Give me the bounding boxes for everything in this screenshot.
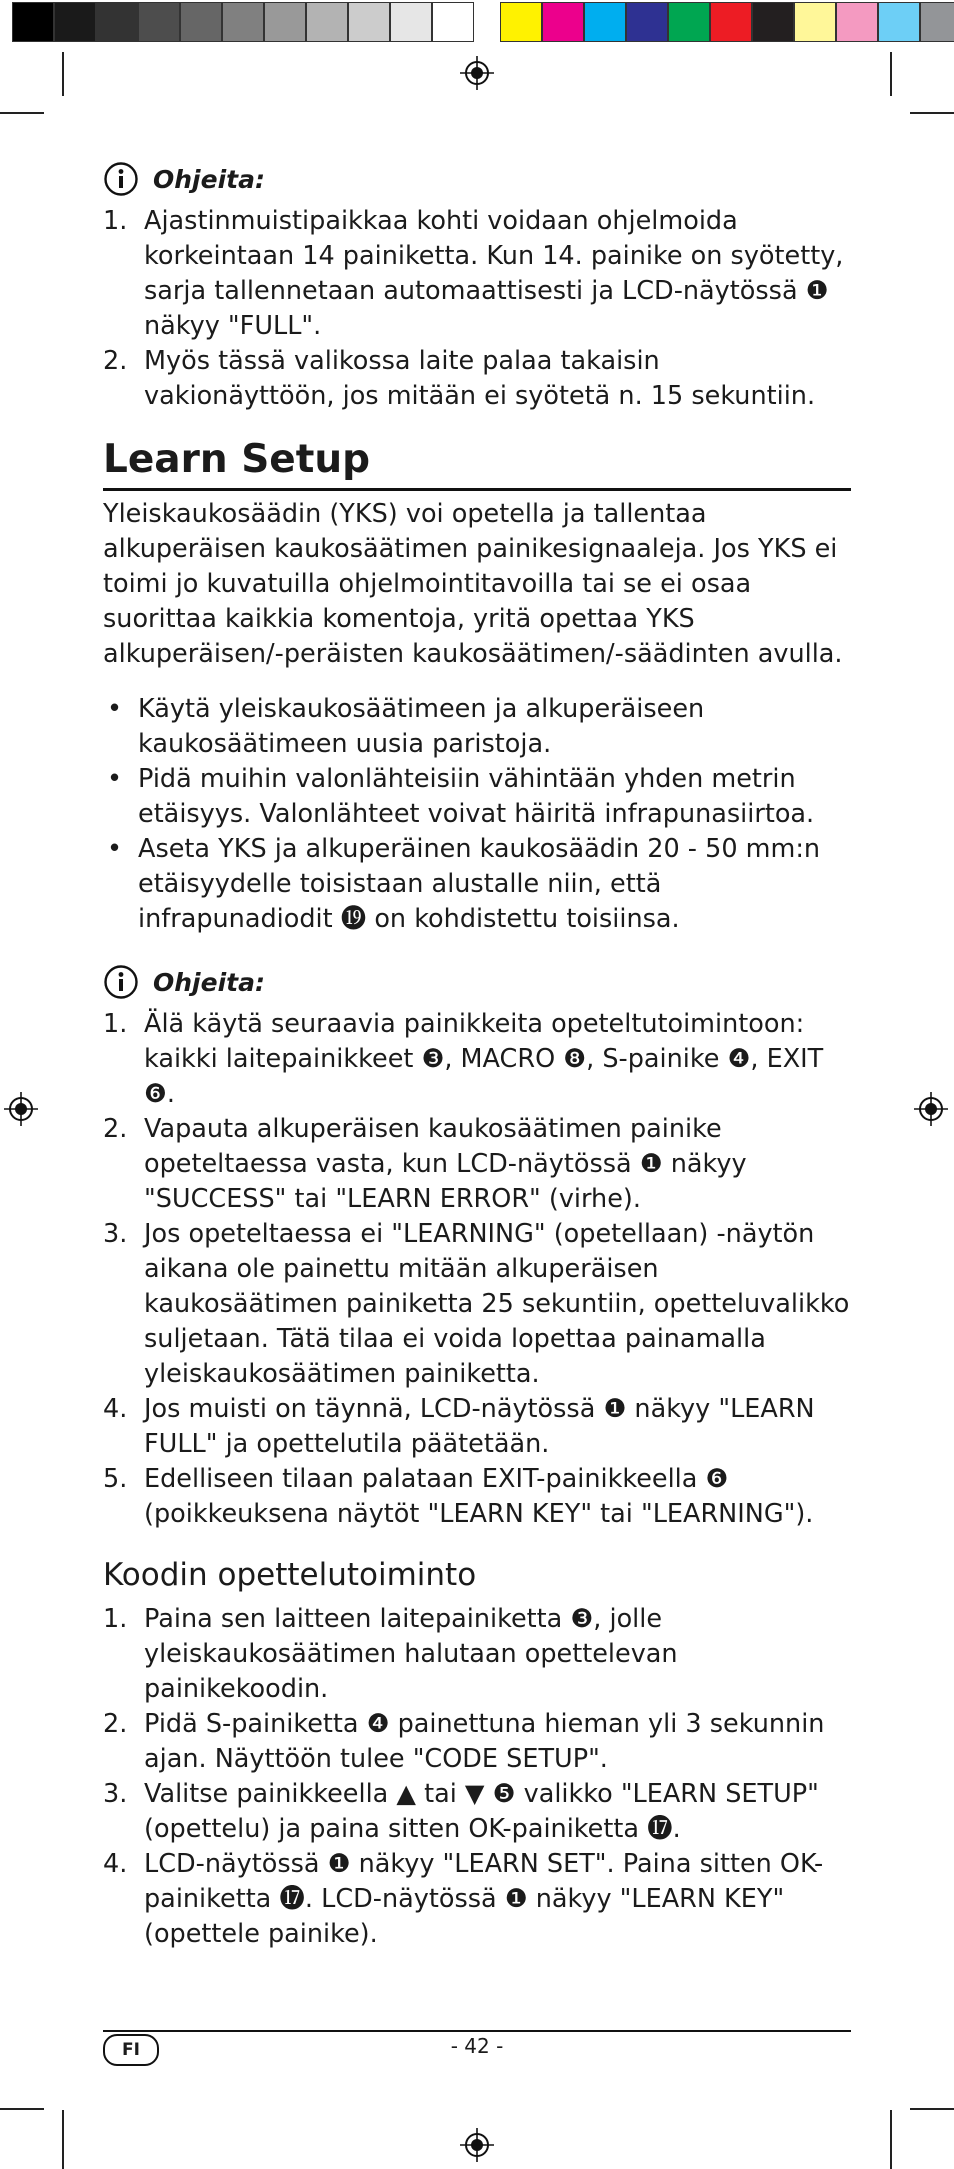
crop-mark xyxy=(0,112,44,114)
color-swatch xyxy=(920,2,954,42)
section-title: Learn Setup xyxy=(103,436,851,491)
color-swatch xyxy=(96,2,138,42)
color-swatch xyxy=(306,2,348,42)
list-item xyxy=(103,1462,851,1532)
info-icon xyxy=(103,161,139,197)
item-text: Vapauta alkuperäisen kaukosäätimen painike opeteltaessa vasta, kun LCD-näytössä ❶ näkyy "SUCCESS" tai "LEARN ERROR" (virhe). xyxy=(144,1114,747,1214)
color-swatch xyxy=(180,2,222,42)
registration-mark-icon xyxy=(460,56,494,90)
list-item xyxy=(103,1392,851,1462)
item-text: Ajastinmuistipaikkaa kohti voidaan ohjelmoida korkeintaan 14 painiketta. Kun 14. painike on syötetty, sarja tallennetaan automaattisesti ja LCD-näytössä ❶ näkyy "FULL". xyxy=(144,206,844,341)
list-item xyxy=(103,1707,851,1777)
item-text: Myös tässä valikossa laite palaa takaisin vakionäyttöön, jos mitään ei syötetä n. 15 sekuntiin. xyxy=(144,346,816,411)
color-swatch xyxy=(584,2,626,42)
color-swatch xyxy=(878,2,920,42)
color-swatch xyxy=(264,2,306,42)
color-swatch xyxy=(500,2,542,42)
registration-mark-icon xyxy=(4,1092,38,1126)
registration-mark-icon xyxy=(914,1092,948,1126)
item-text: Älä käytä seuraavia painikkeita opeteltutoimintoon: kaikki laitepainikkeet ❸, MACRO ❽, S-painike ❹, EXIT ❻. xyxy=(144,1009,824,1109)
color-swatch xyxy=(138,2,180,42)
item-text: Paina sen laitteen laitepainiketta ❸, jolle yleiskaukosäätimen halutaan opettelevan painikekoodin. xyxy=(144,1604,678,1704)
item-text: Aseta YKS ja alkuperäinen kaukosäädin 20 - 50 mm:n etäisyydelle toisistaan alustalle niin, että infrapunadiodit ⓳ on kohdistettu toisiinsa. xyxy=(138,834,821,934)
list-item xyxy=(103,344,851,414)
list-item xyxy=(103,762,851,832)
item-number: 3. xyxy=(103,1779,128,1809)
item-number: 2. xyxy=(103,346,128,376)
color-swatch xyxy=(390,2,432,42)
item-number: 2. xyxy=(103,1709,128,1739)
crop-mark xyxy=(0,2108,44,2110)
list-item xyxy=(103,832,851,937)
color-swatch xyxy=(54,2,96,42)
list-item xyxy=(103,204,851,344)
color-swatch xyxy=(836,2,878,42)
item-text: Käytä yleiskaukosäätimeen ja alkuperäiseen kaukosäätimeen uusia paristoja. xyxy=(138,694,705,759)
color-swatch xyxy=(542,2,584,42)
note-heading xyxy=(103,957,851,1007)
item-number: 1. xyxy=(103,1009,128,1039)
item-text: Jos opeteltaessa ei "LEARNING" (opetellaan) -näytön aikana ole painettu mitään alkuperäisen kaukosäätimen painiketta 25 sekuntiin, opetteluvalikko suljetaan. Tätä tilaa ei voida lopettaa painamalla yleiskaukosäätimen painiketta. xyxy=(144,1219,850,1389)
note-label: Ohjeita: xyxy=(153,164,265,194)
page-content xyxy=(103,150,851,1952)
list-item xyxy=(103,1602,851,1707)
crop-mark xyxy=(890,52,892,96)
language-badge: FI xyxy=(103,2034,159,2066)
list-item xyxy=(103,1112,851,1217)
steps-list xyxy=(103,1602,851,1952)
color-swatch xyxy=(12,2,54,42)
item-number: 1. xyxy=(103,1604,128,1634)
item-number: 1. xyxy=(103,206,128,236)
item-number: 5. xyxy=(103,1464,128,1494)
bullet: • xyxy=(107,764,123,794)
intro-paragraph: Yleiskaukosäädin (YKS) voi opetella ja tallentaa alkuperäisen kaukosäätimen painikesignaaleja. Jos YKS ei toimi jo kuvatuilla ohjelmointitavoilla tai se ei osaa suorittaa kaikkia komentoja, yritä opettaa YKS alkuperäisen/-peräisten kaukosäätimen/-säädinten avulla. xyxy=(103,499,843,669)
item-number: 4. xyxy=(103,1849,128,1879)
list-item xyxy=(103,1007,851,1112)
subsection-title: Koodin opettelutoiminto xyxy=(103,1557,477,1593)
item-text: LCD-näytössä ❶ näkyy "LEARN SET". Paina sitten OK-painiketta ⓱. LCD-näytössä ❶ näkyy "LEARN KEY" (opettele painike). xyxy=(144,1849,824,1949)
item-text: Pidä S-painiketta ❹ painettuna hieman yli 3 sekunnin ajan. Näyttöön tulee "CODE SETUP". xyxy=(144,1709,825,1774)
registration-mark-icon xyxy=(460,2128,494,2162)
footer-rule xyxy=(103,2030,851,2032)
item-number: 2. xyxy=(103,1114,128,1144)
list-item xyxy=(103,692,851,762)
crop-mark xyxy=(910,112,954,114)
bullet-list xyxy=(103,692,851,937)
item-number: 4. xyxy=(103,1394,128,1424)
crop-mark xyxy=(910,2108,954,2110)
crop-mark xyxy=(62,2110,64,2169)
list-item xyxy=(103,1847,851,1952)
color-swatch xyxy=(752,2,794,42)
swatch-gap xyxy=(474,2,500,42)
crop-mark xyxy=(62,52,64,96)
item-number: 3. xyxy=(103,1219,128,1249)
crop-mark xyxy=(890,2110,892,2169)
color-calibration-bar xyxy=(12,2,954,42)
note-label: Ohjeita: xyxy=(153,967,265,997)
note-list xyxy=(103,204,851,414)
info-icon xyxy=(103,964,139,1000)
item-text: Jos muisti on täynnä, LCD-näytössä ❶ näkyy "LEARN FULL" ja opettelutila päätetään. xyxy=(144,1394,815,1459)
color-swatch xyxy=(794,2,836,42)
bullet: • xyxy=(107,694,123,724)
item-text: Pidä muihin valonlähteisiin vähintään yhden metrin etäisyys. Valonlähteet voivat häiritä infrapunasiirtoa. xyxy=(138,764,815,829)
item-text: Valitse painikkeella ▲ tai ▼ ❺ valikko "LEARN SETUP" (opettelu) ja paina sitten OK-painiketta ⓱. xyxy=(144,1779,819,1844)
color-swatch xyxy=(432,2,474,42)
item-text: Edelliseen tilaan palataan EXIT-painikkeella ❻ (poikkeuksena näytöt "LEARN KEY" tai "LEARNING"). xyxy=(144,1464,814,1529)
note-heading xyxy=(103,154,851,204)
color-swatch xyxy=(222,2,264,42)
bullet: • xyxy=(107,834,123,864)
color-swatch xyxy=(668,2,710,42)
note-list xyxy=(103,1007,851,1532)
page-number: - 42 - xyxy=(450,2034,504,2058)
color-swatch xyxy=(626,2,668,42)
list-item xyxy=(103,1217,851,1392)
color-swatch xyxy=(348,2,390,42)
list-item xyxy=(103,1777,851,1847)
color-swatch xyxy=(710,2,752,42)
